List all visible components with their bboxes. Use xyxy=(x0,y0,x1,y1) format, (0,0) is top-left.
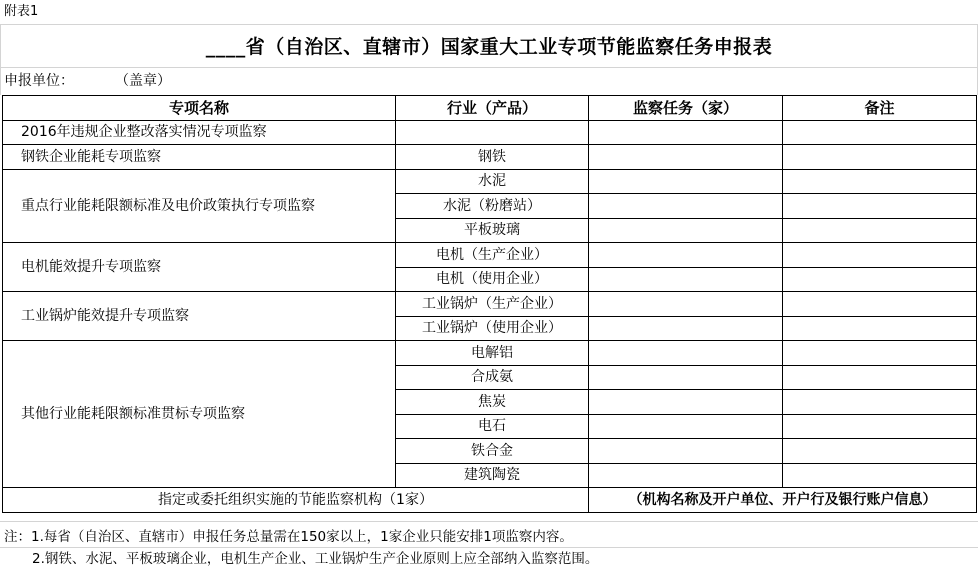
header-project: 专项名称 xyxy=(3,96,396,121)
industry-cell: 焦炭 xyxy=(396,390,589,415)
notes xyxy=(4,526,598,570)
applicant-unit-label: 申报单位： xyxy=(4,73,74,89)
industry-cell: 建筑陶瓷 xyxy=(396,463,589,488)
industry-cell: 电解铝 xyxy=(396,341,589,366)
tasks-cell[interactable] xyxy=(589,145,783,170)
industry-cell: 工业锅炉（生产企业） xyxy=(396,292,589,317)
project-name-cell: 工业锅炉能效提升专项监察 xyxy=(3,292,396,341)
page-title: ____省（自治区、直辖市）国家重大工业专项节能监察任务申报表 xyxy=(205,36,773,58)
project-name-cell: 电机能效提升专项监察 xyxy=(3,243,396,292)
tasks-cell[interactable] xyxy=(589,243,783,268)
industry-cell: 电石 xyxy=(396,414,589,439)
industry-cell: 平板玻璃 xyxy=(396,218,589,243)
org-label-cell: 指定或委托组织实施的节能监察机构（1家） xyxy=(3,488,589,513)
tasks-cell[interactable] xyxy=(589,267,783,292)
grid-line xyxy=(0,521,978,522)
tasks-cell[interactable] xyxy=(589,390,783,415)
applicant-unit xyxy=(4,72,171,90)
table-row xyxy=(3,169,977,194)
header-tasks: 监察任务（家） xyxy=(589,96,783,121)
tasks-cell[interactable] xyxy=(589,316,783,341)
table-header-row xyxy=(3,96,977,121)
industry-cell: 电机（生产企业） xyxy=(396,243,589,268)
remarks-cell[interactable] xyxy=(783,194,977,219)
table-row xyxy=(3,145,977,170)
table-row xyxy=(3,341,977,366)
tasks-cell[interactable] xyxy=(589,463,783,488)
tasks-cell[interactable] xyxy=(589,292,783,317)
tasks-cell[interactable] xyxy=(589,365,783,390)
application-table xyxy=(2,95,977,513)
tasks-cell[interactable] xyxy=(589,120,783,145)
remarks-cell[interactable] xyxy=(783,243,977,268)
tasks-cell[interactable] xyxy=(589,218,783,243)
grid-line xyxy=(0,24,978,25)
remarks-cell[interactable] xyxy=(783,218,977,243)
project-name-cell: 2016年违规企业整改落实情况专项监察 xyxy=(3,120,396,145)
industry-cell: 水泥 xyxy=(396,169,589,194)
remarks-cell[interactable] xyxy=(783,267,977,292)
remarks-cell[interactable] xyxy=(783,341,977,366)
tasks-cell[interactable] xyxy=(589,439,783,464)
header-industry: 行业（产品） xyxy=(396,96,589,121)
note-line-2: 2.钢铁、水泥、平板玻璃企业，电机生产企业、工业锅炉生产企业原则上应全部纳入监察范围。 xyxy=(32,551,599,567)
remarks-cell[interactable] xyxy=(783,169,977,194)
industry-cell: 水泥（粉磨站） xyxy=(396,194,589,219)
tasks-cell[interactable] xyxy=(589,341,783,366)
project-name-cell: 钢铁企业能耗专项监察 xyxy=(3,145,396,170)
project-name-cell: 其他行业能耗限额标准贯标专项监察 xyxy=(3,341,396,488)
remarks-cell[interactable] xyxy=(783,316,977,341)
table-row xyxy=(3,488,977,513)
industry-cell: 合成氨 xyxy=(396,365,589,390)
remarks-cell[interactable] xyxy=(783,292,977,317)
seal-label: （盖章） xyxy=(122,73,171,89)
remarks-cell[interactable] xyxy=(783,145,977,170)
table-row xyxy=(3,120,977,145)
table-row xyxy=(3,292,977,317)
industry-cell: 钢铁 xyxy=(396,145,589,170)
industry-cell[interactable] xyxy=(396,120,589,145)
tasks-cell[interactable] xyxy=(589,194,783,219)
org-info-cell[interactable]: （机构名称及开户单位、开户行及银行账户信息） xyxy=(589,488,977,513)
remarks-cell[interactable] xyxy=(783,463,977,488)
grid-line xyxy=(0,67,978,68)
note-line-1: 注：1.每省（自治区、直辖市）申报任务总量需在150家以上，1家企业只能安排1项监察内容。 xyxy=(4,529,573,545)
annex-label: 附表1 xyxy=(4,4,39,19)
header-remarks: 备注 xyxy=(783,96,977,121)
industry-cell: 铁合金 xyxy=(396,439,589,464)
remarks-cell[interactable] xyxy=(783,365,977,390)
tasks-cell[interactable] xyxy=(589,169,783,194)
table-row xyxy=(3,243,977,268)
industry-cell: 工业锅炉（使用企业） xyxy=(396,316,589,341)
remarks-cell[interactable] xyxy=(783,414,977,439)
project-name-cell: 重点行业能耗限额标准及电价政策执行专项监察 xyxy=(3,169,396,243)
remarks-cell[interactable] xyxy=(783,390,977,415)
tasks-cell[interactable] xyxy=(589,414,783,439)
remarks-cell[interactable] xyxy=(783,439,977,464)
industry-cell: 电机（使用企业） xyxy=(396,267,589,292)
remarks-cell[interactable] xyxy=(783,120,977,145)
